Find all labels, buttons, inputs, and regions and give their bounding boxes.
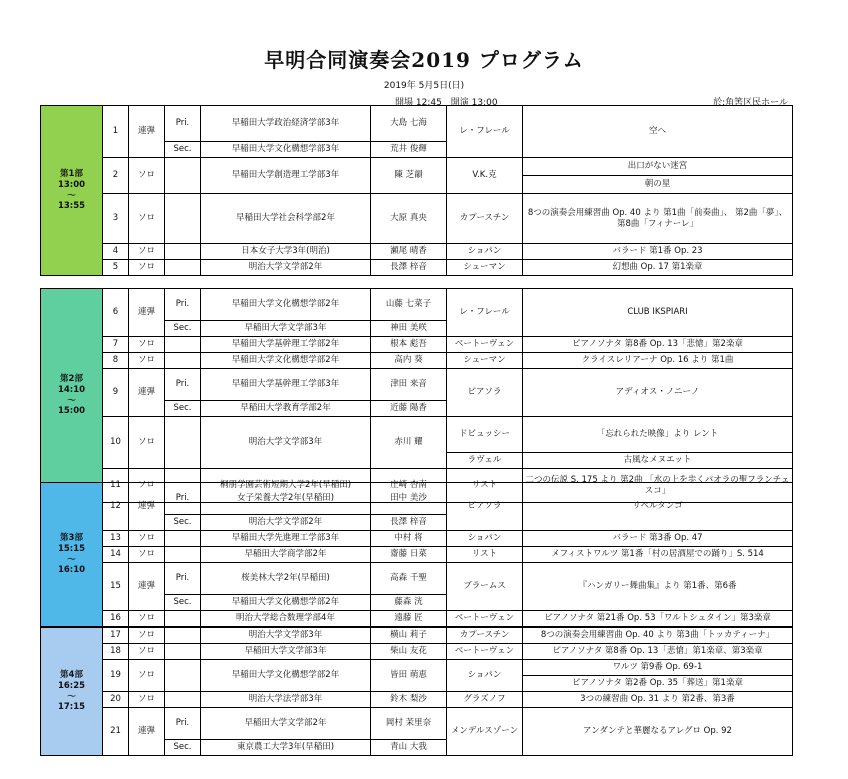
piece-cell: 青山 大我 [371,740,447,756]
program-section-3 [40,482,793,627]
performer-cell: 津田 来音 [371,369,447,401]
piece-cell: 荒井 俊輝 [371,142,447,158]
section-label-line: 第1部 [60,169,83,180]
perf-number-cell: 15 [103,563,129,611]
affiliation-cell: 早稲田大学文化構想学部2年 [201,353,371,369]
section-label-line: 第2部 [60,374,83,385]
composer-cell: ショパン [447,660,523,692]
part-cell [165,644,201,660]
perf-number-cell: 16 [103,611,129,627]
composer-cell: 早稲田大学文化構想学部2年 [201,595,371,611]
perf-type-cell: ソロ [129,337,165,353]
perf-number-cell: 2 [103,158,129,194]
table-row [41,483,793,515]
section-label-line: 13:00 [57,179,86,190]
performer-cell: 鈴木 梨沙 [371,692,447,708]
piece-cell: 空へ [523,106,793,158]
table-row [41,611,793,627]
composer-cell: リスト [447,547,523,563]
affiliation-cell: 早稲田大学文化構想学部2年 [201,289,371,321]
part-cell: Pri. [165,483,201,515]
table-row [41,194,793,244]
part-cell: Pri. [165,563,201,595]
perf-number-cell: 3 [103,194,129,244]
part-cell [165,244,201,260]
composer-cell: メンデルスゾーン [447,708,523,756]
composer-cell: カプースチン [447,194,523,244]
performer-cell: Sec. [165,595,201,611]
part-cell [165,353,201,369]
perf-number-cell: 5 [103,260,129,276]
piece-cell: 幻想曲 Op. 17 第1楽章 [523,260,793,276]
program-section-1 [40,105,793,276]
composer-cell: レ・フレール [447,106,523,158]
section-label-line: 17:15 [57,702,86,713]
piece-cell: 朝の星 [523,176,793,194]
piece-cell: メフィストワルツ 第1番「村の居酒屋での踊り」S. 514 [523,547,793,563]
perf-number-cell: 10 [103,417,129,469]
composer-cell: レ・フレール [447,289,523,337]
perf-type-cell: ソロ [129,158,165,194]
table-row [41,547,793,563]
piece-cell: 「忘れられた映像」より レント [523,417,793,453]
table-row [41,337,793,353]
part-cell [165,547,201,563]
table-row [41,353,793,369]
part-cell [165,611,201,627]
piece-cell: CLUB IKSPIARI [523,289,793,337]
perf-type-cell: 連弾 [129,289,165,337]
piece-cell: 出口がない迷宮 [523,158,793,176]
performer-cell: 中村 将 [371,531,447,547]
performer-cell: 高森 千聖 [371,563,447,595]
concert-date: 2019年 5月5日(日) [383,81,465,91]
performer-cell: 遠藤 匠 [371,611,447,627]
piece-cell: 8つの演奏会用練習曲 Op. 40 より 第3曲「トッカティーナ」 [523,628,793,644]
program-section-2 [40,288,793,503]
affiliation-cell: 桐朋学園芸術短期大学2年(早稲田) [201,469,371,503]
composer-cell: ドビュッシー [447,417,523,453]
piece-cell: ピアノソナタ 第8番 Op. 13「悲愴」第1楽章、第3楽章 [523,644,793,660]
composer-cell: V.K.克 [447,158,523,194]
perf-number-cell: 1 [103,106,129,158]
section-label-line: 16:10 [57,565,86,576]
piece-cell: ピアノソナタ 第8番 Op. 13「悲愴」第2楽章 [523,337,793,353]
section-label [41,106,103,276]
part-cell [165,337,201,353]
venue: 於:角筈区民ホール [713,98,788,108]
affiliation-cell: 早稲田大学商学部2年 [201,547,371,563]
performer-cell: 齋藤 日菜 [371,547,447,563]
perf-type-cell: ソロ [129,531,165,547]
piece-cell: ピアノソナタ 第21番 Op. 53「ワルトシュタイン」第3楽章 [523,611,793,627]
affiliation-cell: 女子栄養大学2年(早稲田) [201,483,371,515]
piece-cell: リベルタンゴ [523,483,793,531]
perf-type-cell: 連弾 [129,563,165,611]
part-cell [165,660,201,692]
composer-cell: ショパン [447,244,523,260]
part-cell [165,417,201,469]
composer-cell: ベートーヴェン [447,337,523,353]
composer-cell: シューマン [447,353,523,369]
composer-cell: ショパン [447,531,523,547]
perf-number-cell: 14 [103,547,129,563]
perf-number-cell: 19 [103,660,129,692]
perf-number-cell: 17 [103,628,129,644]
affiliation-cell: 明治大学文学部3年 [201,628,371,644]
affiliation-cell: 明治大学文学部2年 [201,260,371,276]
part-cell [165,531,201,547]
composer-cell: 早稲田大学教育学部2年 [201,401,371,417]
table-row [41,260,793,276]
table-row [41,628,793,644]
composer-cell: 早稲田大学文化構想学部3年 [201,142,371,158]
perf-type-cell: ソロ [129,628,165,644]
perf-type-cell: ソロ [129,692,165,708]
part-cell: Pri. [165,369,201,401]
table-row [41,644,793,660]
section-label-line: 第3部 [60,533,83,544]
part-cell [165,194,201,244]
perf-type-cell: 連弾 [129,369,165,417]
performer-cell: 根本 彪吾 [371,337,447,353]
table-row [41,692,793,708]
section-label-line: 15:15 [57,543,86,554]
performer-cell: 赤川 耀 [371,417,447,469]
piece-cell: 近藤 陽香 [371,401,447,417]
performer-cell: Sec. [165,321,201,337]
part-cell: Pri. [165,289,201,321]
piece-cell: ピアノソナタ 第2番 Op. 35「葬送」第1楽章 [523,676,793,692]
section-label-line: ～ [67,554,76,565]
section-label-line: 16:25 [57,680,86,691]
perf-number-cell: 12 [103,483,129,531]
performer-cell: 陳 芝韻 [371,158,447,194]
performer-cell: Sec. [165,515,201,531]
table-row [41,289,793,321]
affiliation-cell: 早稲田大学創造理工学部3年 [201,158,371,194]
table-row [41,417,793,453]
perf-type-cell: ソロ [129,417,165,469]
performer-cell: Sec. [165,740,201,756]
section-label-line: ～ [67,691,76,702]
performer-cell: Sec. [165,142,201,158]
performer-cell: 大原 真央 [371,194,447,244]
perf-number-cell: 6 [103,289,129,337]
composer-cell: カプースチン [447,628,523,644]
composer-cell: ベートーヴェン [447,611,523,627]
perf-type-cell: 連弾 [129,483,165,531]
part-cell [165,628,201,644]
performer-cell: 皆田 萌恵 [371,660,447,692]
performer-cell: 長澤 梓音 [371,260,447,276]
table-row [41,531,793,547]
performer-cell: 高内 葵 [371,353,447,369]
piece-cell: クライスレリアーナ Op. 16 より 第1曲 [523,353,793,369]
composer-cell: ブラームス [447,563,523,611]
performer-cell: 山藤 七菜子 [371,289,447,321]
door-start-times: 開場 12:45 開演 13:00 [395,98,498,108]
perf-type-cell: 連弾 [129,708,165,756]
performer-cell: 大島 七海 [371,106,447,142]
perf-type-cell: ソロ [129,660,165,692]
perf-type-cell: ソロ [129,547,165,563]
composer-cell: シューマン [447,260,523,276]
table-row [41,708,793,740]
performer-cell: 柴山 友花 [371,644,447,660]
affiliation-cell: 明治大学法学部3年 [201,692,371,708]
composer-cell: ピアソラ [447,369,523,417]
composer-cell: ピアソラ [447,483,523,531]
piece-cell: バラード 第3番 Op. 47 [523,531,793,547]
affiliation-cell: 早稲田大学社会科学部2年 [201,194,371,244]
piece-cell: 古風なメヌエット [523,453,793,469]
performer-cell: 庄崎 杏南 [371,469,447,503]
part-cell [165,158,201,194]
piece-cell: 8つの演奏会用練習曲 Op. 40 より 第1曲「前奏曲」、 第2曲「夢」、第8曲「フィナーレ」 [523,194,793,244]
perf-number-cell: 8 [103,353,129,369]
section-label-line: 13:55 [57,201,86,212]
section-label [41,483,103,627]
table-row [41,244,793,260]
composer-cell: 明治大学文学部2年 [201,515,371,531]
perf-number-cell: 18 [103,644,129,660]
perf-number-cell: 21 [103,708,129,756]
composer-cell: ラヴェル [447,453,523,469]
performer-cell: 横山 莉子 [371,628,447,644]
table-row [41,660,793,676]
affiliation-cell: 早稲田大学文学部2年 [201,708,371,740]
perf-type-cell: ソロ [129,353,165,369]
performer-cell: 岡村 茉里奈 [371,708,447,740]
composer-cell: 早稲田大学文学部3年 [201,321,371,337]
part-cell: Pri. [165,708,201,740]
piece-cell: 長澤 梓音 [371,515,447,531]
perf-number-cell: 9 [103,369,129,417]
section-label-line: 第4部 [60,670,83,681]
perf-number-cell: 11 [103,469,129,503]
composer-cell: グラズノフ [447,692,523,708]
affiliation-cell: 早稲田大学文学部3年 [201,644,371,660]
performer-cell: 瀬尾 晴香 [371,244,447,260]
section-label [41,628,103,756]
part-cell: Pri. [165,106,201,142]
page-title: 早明合同演奏会2019 プログラム [264,48,584,72]
composer-cell: リスト [447,469,523,503]
table-row [41,369,793,401]
section-label-line: ～ [67,395,76,406]
piece-cell: アディオス・ノニーノ [523,369,793,417]
affiliation-cell: 桜美林大学2年(早稲田) [201,563,371,595]
piece-cell: ワルツ 第9番 Op. 69-1 [523,660,793,676]
composer-cell: ベートーヴェン [447,644,523,660]
piece-cell: 3つの練習曲 Op. 31 より 第2番、第3番 [523,692,793,708]
affiliation-cell: 明治大学文学部3年 [201,417,371,469]
affiliation-cell: 早稲田大学政治経済学部3年 [201,106,371,142]
perf-type-cell: ソロ [129,260,165,276]
section-label [41,289,103,503]
part-cell [165,692,201,708]
perf-type-cell: ソロ [129,244,165,260]
piece-cell: 二つの伝説 S. 175 より 第2曲 「水の上を歩くパオラの聖フランチェスコ」 [523,469,793,503]
section-label-line: ～ [67,190,76,201]
section-label-line: 15:00 [57,406,86,417]
perf-type-cell: ソロ [129,194,165,244]
table-row [41,158,793,176]
part-cell [165,260,201,276]
piece-cell: 藤森 洸 [371,595,447,611]
performer-cell: Sec. [165,401,201,417]
performer-cell: 田中 美沙 [371,483,447,515]
program-section-4 [40,627,793,756]
perf-type-cell: ソロ [129,644,165,660]
perf-type-cell: ソロ [129,469,165,503]
table-row [41,106,793,142]
perf-type-cell: 連弾 [129,106,165,158]
affiliation-cell: 早稲田大学文化構想学部2年 [201,660,371,692]
affiliation-cell: 早稲田大学基幹理工学部3年 [201,369,371,401]
perf-number-cell: 13 [103,531,129,547]
perf-number-cell: 7 [103,337,129,353]
piece-cell: 神田 美咲 [371,321,447,337]
affiliation-cell: 明治大学総合数理学部4年 [201,611,371,627]
affiliation-cell: 早稲田大学基幹理工学部2年 [201,337,371,353]
piece-cell: 『ハンガリー舞曲集』より 第1番、第6番 [523,563,793,611]
piece-cell: アンダンテと華麗なるアレグロ Op. 92 [523,708,793,756]
composer-cell: 東京農工大学3年(早稲田) [201,740,371,756]
section-label-line: 14:10 [57,384,86,395]
perf-number-cell: 4 [103,244,129,260]
table-row [41,563,793,595]
piece-cell: バラード 第1番 Op. 23 [523,244,793,260]
perf-number-cell: 20 [103,692,129,708]
affiliation-cell: 日本女子大学3年(明治) [201,244,371,260]
perf-type-cell: ソロ [129,611,165,627]
affiliation-cell: 早稲田大学先進理工学部3年 [201,531,371,547]
